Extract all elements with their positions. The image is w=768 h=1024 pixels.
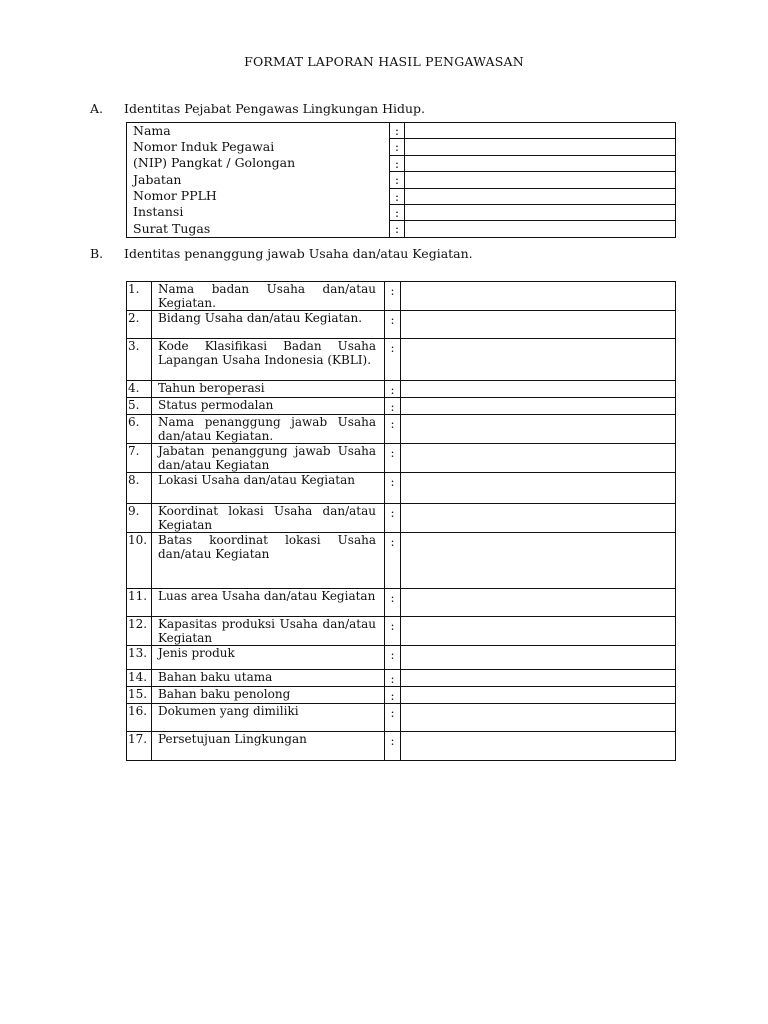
field-value-cell[interactable] xyxy=(405,172,676,188)
colon-separator: : xyxy=(385,732,401,761)
field-value-cell[interactable] xyxy=(401,687,676,704)
colon-separator: : xyxy=(390,204,405,220)
table-row xyxy=(127,311,676,339)
table-row xyxy=(127,732,676,761)
colon-separator: : xyxy=(385,504,401,533)
field-label: Bahan baku utama xyxy=(152,670,385,687)
table-row xyxy=(127,504,676,533)
table-row xyxy=(127,687,676,704)
table-row xyxy=(127,155,676,171)
colon-separator: : xyxy=(385,311,401,339)
colon-separator: : xyxy=(390,123,405,139)
colon-separator: : xyxy=(385,704,401,732)
section-b-letter: B. xyxy=(90,246,104,261)
table-row xyxy=(127,533,676,589)
colon-separator: : xyxy=(385,415,401,444)
business-identity-table xyxy=(126,281,676,761)
field-label: Kode Klasifikasi Badan Usaha Lapangan Usaha Indonesia (KBLI). xyxy=(152,339,385,381)
field-value-cell[interactable] xyxy=(405,204,676,220)
colon-separator: : xyxy=(385,589,401,617)
colon-separator: : xyxy=(390,172,405,188)
table-row xyxy=(127,188,676,204)
field-value-cell[interactable] xyxy=(401,646,676,670)
field-label: Status permodalan xyxy=(152,398,385,415)
row-number: 13. xyxy=(127,646,152,670)
field-label: Lokasi Usaha dan/atau Kegiatan xyxy=(152,473,385,504)
row-number: 14. xyxy=(127,670,152,687)
official-identity-table xyxy=(126,122,676,238)
table-row xyxy=(127,617,676,646)
field-value-cell[interactable] xyxy=(401,398,676,415)
colon-separator: : xyxy=(385,381,401,398)
field-label: Bidang Usaha dan/atau Kegiatan. xyxy=(152,311,385,339)
table-row xyxy=(127,139,676,155)
row-number: 15. xyxy=(127,687,152,704)
table-row xyxy=(127,646,676,670)
field-label: Nomor PPLH xyxy=(127,188,390,204)
section-a-heading: Identitas Pejabat Pengawas Lingkungan Hidup. xyxy=(124,101,426,116)
row-number: 10. xyxy=(127,533,152,589)
field-value-cell[interactable] xyxy=(401,704,676,732)
field-value-cell[interactable] xyxy=(401,415,676,444)
field-label: Nama penanggung jawab Usaha dan/atau Kegiatan. xyxy=(152,415,385,444)
section-b-heading: Identitas penanggung jawab Usaha dan/atau Kegiatan. xyxy=(124,246,473,261)
field-label: Persetujuan Lingkungan xyxy=(152,732,385,761)
table-row xyxy=(127,473,676,504)
table-row xyxy=(127,339,676,381)
field-label: Nomor Induk Pegawai xyxy=(127,139,390,155)
colon-separator: : xyxy=(385,473,401,504)
field-label: Bahan baku penolong xyxy=(152,687,385,704)
row-number: 1. xyxy=(127,282,152,311)
colon-separator: : xyxy=(385,398,401,415)
row-number: 11. xyxy=(127,589,152,617)
table-row xyxy=(127,381,676,398)
colon-separator: : xyxy=(385,646,401,670)
colon-separator: : xyxy=(385,339,401,381)
field-label: Nama xyxy=(127,123,390,139)
colon-separator: : xyxy=(385,687,401,704)
colon-separator: : xyxy=(390,221,405,237)
row-number: 2. xyxy=(127,311,152,339)
field-value-cell[interactable] xyxy=(405,188,676,204)
field-value-cell[interactable] xyxy=(401,732,676,761)
field-value-cell[interactable] xyxy=(401,589,676,617)
field-label: Jabatan penanggung jawab Usaha dan/atau Kegiatan xyxy=(152,444,385,473)
row-number: 17. xyxy=(127,732,152,761)
field-value-cell[interactable] xyxy=(401,670,676,687)
table-row xyxy=(127,221,676,237)
field-value-cell[interactable] xyxy=(405,123,676,139)
field-value-cell[interactable] xyxy=(401,444,676,473)
colon-separator: : xyxy=(385,670,401,687)
table-row xyxy=(127,204,676,220)
field-value-cell[interactable] xyxy=(401,311,676,339)
row-number: 9. xyxy=(127,504,152,533)
row-number: 12. xyxy=(127,617,152,646)
field-label: Dokumen yang dimiliki xyxy=(152,704,385,732)
table-row xyxy=(127,415,676,444)
field-value-cell[interactable] xyxy=(405,139,676,155)
colon-separator: : xyxy=(390,188,405,204)
field-value-cell[interactable] xyxy=(401,504,676,533)
section-a-letter: A. xyxy=(90,101,104,116)
row-number: 16. xyxy=(127,704,152,732)
colon-separator: : xyxy=(390,139,405,155)
row-number: 5. xyxy=(127,398,152,415)
table-row xyxy=(127,670,676,687)
field-value-cell[interactable] xyxy=(401,617,676,646)
field-label: Luas area Usaha dan/atau Kegiatan xyxy=(152,589,385,617)
field-value-cell[interactable] xyxy=(401,473,676,504)
colon-separator: : xyxy=(390,155,405,171)
field-value-cell[interactable] xyxy=(405,221,676,237)
field-label: Tahun beroperasi xyxy=(152,381,385,398)
row-number: 4. xyxy=(127,381,152,398)
colon-separator: : xyxy=(385,533,401,589)
field-label: Jabatan xyxy=(127,172,390,188)
row-number: 3. xyxy=(127,339,152,381)
row-number: 6. xyxy=(127,415,152,444)
field-value-cell[interactable] xyxy=(401,381,676,398)
row-number: 8. xyxy=(127,473,152,504)
table-row xyxy=(127,444,676,473)
field-value-cell[interactable] xyxy=(405,155,676,171)
field-label: (NIP) Pangkat / Golongan xyxy=(127,155,390,171)
table-row xyxy=(127,172,676,188)
table-row xyxy=(127,282,676,311)
colon-separator: : xyxy=(385,617,401,646)
field-label: Instansi xyxy=(127,204,390,220)
colon-separator: : xyxy=(385,444,401,473)
field-label: Nama badan Usaha dan/atau Kegiatan. xyxy=(152,282,385,311)
field-label: Batas koordinat lokasi Usaha dan/atau Kegiatan xyxy=(152,533,385,589)
table-row xyxy=(127,398,676,415)
field-label: Jenis produk xyxy=(152,646,385,670)
field-value-cell[interactable] xyxy=(401,339,676,381)
field-value-cell[interactable] xyxy=(401,533,676,589)
table-row xyxy=(127,123,676,139)
field-label: Surat Tugas xyxy=(127,221,390,237)
field-value-cell[interactable] xyxy=(401,282,676,311)
document-title: FORMAT LAPORAN HASIL PENGAWASAN xyxy=(244,54,524,69)
colon-separator: : xyxy=(385,282,401,311)
field-label: Kapasitas produksi Usaha dan/atau Kegiatan xyxy=(152,617,385,646)
row-number: 7. xyxy=(127,444,152,473)
field-label: Koordinat lokasi Usaha dan/atau Kegiatan xyxy=(152,504,385,533)
table-row xyxy=(127,704,676,732)
table-row xyxy=(127,589,676,617)
